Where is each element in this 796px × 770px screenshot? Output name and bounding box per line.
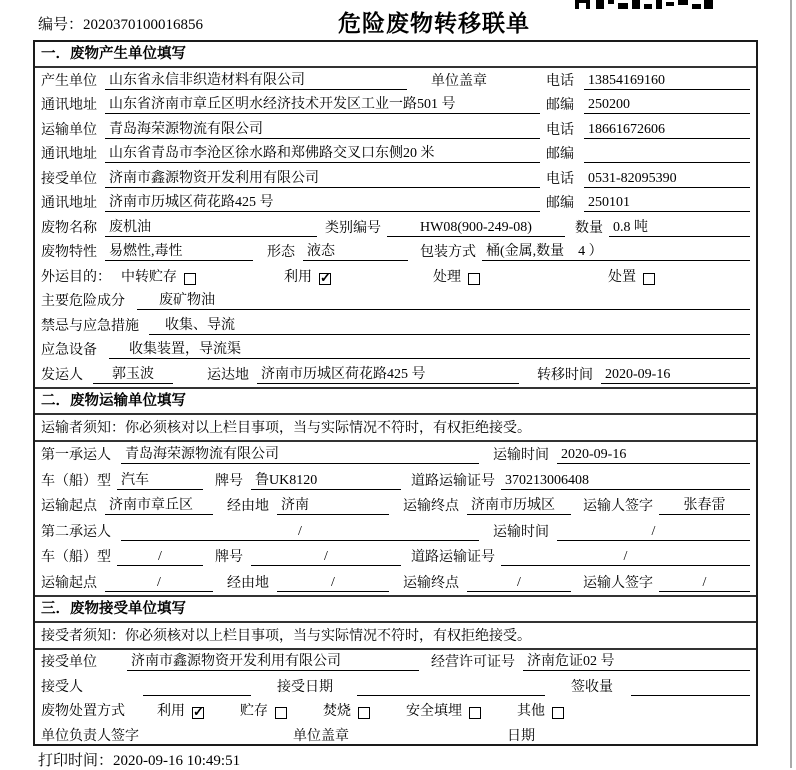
carrier2-label: 第二承运人 <box>41 524 111 540</box>
route2-start-value: / <box>105 575 213 592</box>
vehicle1-permit-value: 370213006408 <box>501 473 750 490</box>
waste-pack-label: 包装方式 <box>420 245 476 260</box>
receiver-phone-label: 电话 <box>546 171 574 187</box>
waste-qty-label: 数量 <box>575 220 603 236</box>
seal-date-label: 日期 <box>507 728 535 744</box>
disposal-use-checkbox <box>192 707 204 719</box>
transporter-notice-row <box>35 415 756 442</box>
disposal-option-other-label: 其他 <box>517 704 545 719</box>
qr-code-fragment-icon <box>575 0 713 9</box>
serial-number-line <box>38 13 203 34</box>
print-time-label: 打印时间： <box>38 753 114 769</box>
carrier2-row <box>35 518 756 544</box>
unit-seal-label: 单位盖章 <box>431 73 487 89</box>
waste-name-row <box>35 215 756 240</box>
vehicle2-row <box>35 544 756 570</box>
vehicle1-type-label: 车（船）型 <box>41 473 111 489</box>
receive-unit-value: 济南市鑫源物资开发利用有限公司 <box>127 650 419 671</box>
section1-header: 一．废物产生单位填写 <box>35 42 756 68</box>
waste-code-label: 类别编号 <box>325 220 381 236</box>
waste-name-label: 废物名称 <box>41 220 97 236</box>
transfer-purpose-row <box>35 264 756 289</box>
purpose-treat-checkbox <box>468 273 480 285</box>
receiver-unit-label: 接受单位 <box>41 171 97 187</box>
producer-unit-row <box>35 68 756 93</box>
producer-phone-value: 13854169160 <box>584 73 750 90</box>
vehicle2-plate-label: 牌号 <box>215 550 243 565</box>
vehicle1-row <box>35 467 756 493</box>
license-label: 经营许可证号 <box>431 655 515 670</box>
producer-address-label: 通讯地址 <box>41 98 97 113</box>
transporter-unit-value: 青岛海荣源物流有限公司 <box>105 118 540 139</box>
transporter-address-value: 山东省青岛市李沧区徐水路和郑佛路交叉口东侧20 米 <box>105 142 540 163</box>
carrier1-label: 第一承运人 <box>41 448 111 463</box>
waste-qty-value: 0.8 吨 <box>609 216 750 237</box>
disposal-burn-checkbox <box>358 707 370 719</box>
disposal-method-label: 废物处置方式 <box>41 704 125 719</box>
serial-label: 编号： <box>38 17 84 33</box>
receive-date-value <box>357 695 545 696</box>
purpose-use-checkbox <box>319 273 331 285</box>
waste-pack-value: 桶(金属,数量 4 ） <box>482 240 750 261</box>
producer-postcode-value: 250200 <box>584 97 750 114</box>
route1-start-label: 运输起点 <box>41 499 97 514</box>
responsible-signature-row <box>35 723 756 746</box>
page-title: 危险废物转移联单 <box>338 10 530 36</box>
responsible-signature-value <box>169 744 279 745</box>
route2-via-label: 经由地 <box>227 575 269 591</box>
transporter-postcode-label: 邮编 <box>546 147 574 162</box>
license-value: 济南危证02 号 <box>523 650 750 671</box>
route2-sign-label: 运输人签字 <box>583 575 653 591</box>
section3-header: 三．废物接受单位填写 <box>35 595 756 623</box>
receiver-notice-label: 接受者须知： <box>41 629 125 644</box>
receive-person-label: 接受人 <box>41 679 83 695</box>
print-time-value: 2020-09-16 10:49:51 <box>113 753 241 769</box>
emergency-equipment-label: 应急设备 <box>41 343 97 358</box>
receiver-address-value: 济南市历城区荷花路425 号 <box>105 191 540 212</box>
route1-via-value: 济南 <box>277 494 389 515</box>
transporter-unit-label: 运输单位 <box>41 122 97 138</box>
receive-date-label: 接受日期 <box>277 679 333 695</box>
route2-start-label: 运输起点 <box>41 575 97 591</box>
scan-edge-line <box>790 0 792 768</box>
waste-property-value: 易燃性,毒性 <box>105 240 253 261</box>
waste-form-label: 形态 <box>267 245 295 260</box>
hazard-component-label: 主要危险成分 <box>41 294 125 309</box>
transporter-phone-value: 18661672606 <box>584 122 750 139</box>
route1-row <box>35 493 756 519</box>
disposal-other-checkbox <box>552 707 564 719</box>
route1-sign-label: 运输人签字 <box>583 499 653 514</box>
purpose-option-storage-label: 中转贮存 <box>121 269 177 285</box>
waste-property-label: 废物特性 <box>41 245 97 260</box>
route1-via-label: 经由地 <box>227 499 269 514</box>
seal-date-value <box>545 744 750 745</box>
producer-postcode-label: 邮编 <box>546 98 574 113</box>
destination-label: 运达地 <box>207 367 249 383</box>
receiver-phone-value: 0531-82095390 <box>584 171 750 188</box>
purpose-option-dispose-label: 处置 <box>608 269 636 285</box>
transporter-phone-label: 电话 <box>546 122 574 138</box>
receive-person-row <box>35 674 756 699</box>
receive-unit-row <box>35 650 756 675</box>
route2-end-label: 运输终点 <box>403 575 459 591</box>
disposal-method-row <box>35 699 756 724</box>
vehicle1-permit-label: 道路运输证号 <box>411 473 495 489</box>
waste-property-row <box>35 240 756 265</box>
vehicle2-type-value: / <box>117 549 203 566</box>
transporter-notice-text: 你必须核对以上栏目事项，当与实际情况不符时，有权拒绝接受。 <box>125 421 531 436</box>
producer-unit-value: 山东省永信非织造材料有限公司 <box>105 69 407 90</box>
transfer-time-label: 转移时间 <box>537 367 593 383</box>
route1-start-value: 济南市章丘区 <box>105 494 213 515</box>
dispatcher-value: 郭玉波 <box>93 363 173 384</box>
receiver-notice-row <box>35 623 756 650</box>
disposal-option-landfill-label: 安全填埋 <box>406 704 462 719</box>
carrier2-value: / <box>121 524 479 541</box>
transfer-purpose-label: 外运目的： <box>41 269 111 285</box>
receiver-address-label: 通讯地址 <box>41 196 97 211</box>
hazard-component-value: 废矿物油 <box>137 289 750 310</box>
disposal-landfill-checkbox <box>469 707 481 719</box>
receiver-unit-row <box>35 166 756 191</box>
disposal-option-storage-label: 贮存 <box>240 704 268 719</box>
route1-end-value: 济南市历城区 <box>467 494 571 515</box>
signed-qty-value <box>631 695 750 696</box>
destination-value: 济南市历城区荷花路425 号 <box>257 363 519 384</box>
disposal-storage-checkbox <box>275 707 287 719</box>
receiver-address-row <box>35 191 756 216</box>
route2-end-value: / <box>467 575 571 592</box>
purpose-storage-checkbox <box>184 273 196 285</box>
print-time-line <box>38 749 240 770</box>
dispatch-row <box>35 362 756 387</box>
emergency-measures-label: 禁忌与应急措施 <box>41 318 139 334</box>
carrier1-value: 青岛海荣源物流有限公司 <box>121 443 479 464</box>
route1-sign-value: 张春雷 <box>659 494 750 515</box>
unit-seal-label-2: 单位盖章 <box>293 728 349 744</box>
disposal-option-burn-label: 焚烧 <box>323 704 351 719</box>
waste-code-value: HW08(900-249-08) <box>387 220 565 237</box>
waste-form-value: 液态 <box>303 240 408 261</box>
vehicle2-permit-label: 道路运输证号 <box>411 550 495 565</box>
waste-name-value: 废机油 <box>105 216 317 237</box>
transporter-unit-row <box>35 117 756 142</box>
emergency-measures-row <box>35 313 756 338</box>
receiver-postcode-value: 250101 <box>584 195 750 212</box>
purpose-option-treat-label: 处理 <box>433 269 461 285</box>
receiver-postcode-label: 邮编 <box>546 196 574 211</box>
route2-via-value: / <box>277 575 389 592</box>
transporter-postcode-value <box>584 162 750 163</box>
transporter-address-label: 通讯地址 <box>41 147 97 162</box>
purpose-option-use-label: 利用 <box>284 269 312 285</box>
route1-end-label: 运输终点 <box>403 499 459 514</box>
carrier1-time-label: 运输时间 <box>493 448 549 463</box>
carrier2-time-label: 运输时间 <box>493 524 549 540</box>
transporter-address-row <box>35 142 756 167</box>
vehicle2-type-label: 车（船）型 <box>41 550 111 565</box>
transporter-notice-label: 运输者须知： <box>41 421 125 436</box>
purpose-dispose-checkbox <box>643 273 655 285</box>
serial-number: 2020370100016856 <box>83 17 204 33</box>
responsible-signature-label: 单位负责人签字 <box>41 728 139 744</box>
emergency-measures-value: 收集、导流 <box>149 314 750 335</box>
carrier1-row <box>35 442 756 468</box>
route2-sign-value: / <box>659 575 750 592</box>
vehicle1-plate-label: 牌号 <box>215 473 243 489</box>
vehicle1-type-value: 汽车 <box>117 469 203 490</box>
emergency-equipment-value: 收集装置，导流渠 <box>109 338 750 359</box>
receiver-unit-value: 济南市鑫源物资开发利用有限公司 <box>105 167 540 188</box>
vehicle2-permit-value: / <box>501 549 750 566</box>
producer-address-row <box>35 93 756 118</box>
producer-address-value: 山东省济南市章丘区明水经济技术开发区工业一路501 号 <box>105 93 540 114</box>
receiver-notice-text: 你必须核对以上栏目事项，当与实际情况不符时，有权拒绝接受。 <box>125 629 531 644</box>
dispatcher-label: 发运人 <box>41 367 83 383</box>
transfer-time-value: 2020-09-16 <box>601 367 750 384</box>
producer-phone-label: 电话 <box>546 73 574 89</box>
receive-person-value <box>143 695 251 696</box>
disposal-option-use-label: 利用 <box>157 704 185 719</box>
hazard-component-row <box>35 289 756 314</box>
producer-unit-label: 产生单位 <box>41 73 97 89</box>
emergency-equipment-row <box>35 338 756 363</box>
section2-header: 二．废物运输单位填写 <box>35 387 756 415</box>
carrier2-time-value: / <box>557 524 750 541</box>
vehicle2-plate-value: / <box>251 549 401 566</box>
manifest-form-table <box>33 40 758 746</box>
signed-qty-label: 签收量 <box>571 679 613 695</box>
receive-unit-label: 接受单位 <box>41 655 97 670</box>
route2-row <box>35 569 756 595</box>
vehicle1-plate-value: 鲁UK8120 <box>251 469 401 490</box>
carrier1-time-value: 2020-09-16 <box>557 447 750 464</box>
